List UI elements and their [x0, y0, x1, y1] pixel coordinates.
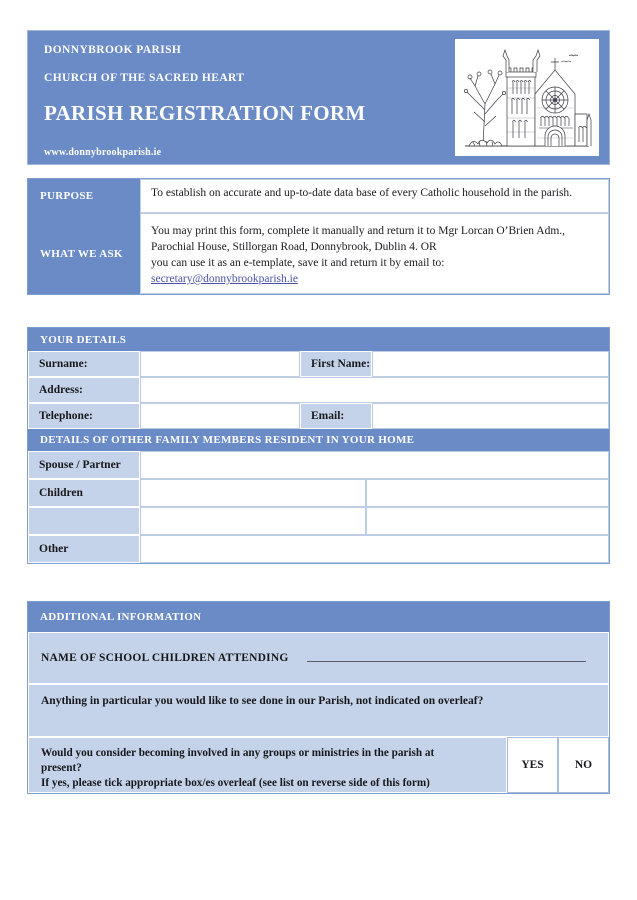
- children-row-1: [28, 479, 609, 507]
- child-input-2[interactable]: [366, 479, 609, 507]
- email-label: Email:: [300, 403, 372, 429]
- contact-row: [28, 403, 609, 429]
- address-label: Address:: [28, 377, 140, 403]
- purpose-section: [27, 178, 610, 295]
- surname-label: Surname:: [28, 351, 140, 377]
- what-we-ask-line-1: You may print this form, complete it manually and return it to Mgr Lorcan O’Brien Adm.,: [151, 225, 566, 237]
- other-label: Other: [28, 535, 140, 563]
- additional-information-heading: ADDITIONAL INFORMATION: [28, 602, 609, 632]
- form-header-banner: [27, 30, 610, 165]
- school-label: NAME OF SCHOOL CHILDREN ATTENDING: [41, 652, 289, 664]
- page-title: PARISH REGISTRATION FORM: [44, 101, 366, 125]
- family-heading-row: [28, 429, 609, 451]
- other-input[interactable]: [140, 535, 609, 563]
- purpose-label: PURPOSE: [28, 179, 140, 213]
- your-details-heading-row: [28, 328, 609, 351]
- secretary-email-link[interactable]: secretary@donnybrookparish.ie: [151, 273, 298, 285]
- address-row: [28, 377, 609, 403]
- children-label: Children: [28, 479, 140, 507]
- parish-name: DONNYBROOK PARISH: [44, 44, 182, 56]
- anything-row: [28, 684, 609, 737]
- surname-input[interactable]: [140, 351, 300, 377]
- what-we-ask-label: WHAT WE ASK: [28, 213, 140, 294]
- ministries-question-line-3: If yes, please tick appropriate box/es overleaf (see list on reverse side of this form): [41, 777, 430, 789]
- school-input[interactable]: [307, 661, 587, 662]
- church-illustration-icon: [453, 37, 601, 158]
- anything-label: Anything in particular you would like to see done in our Parish, not indicated on overleaf?: [41, 695, 484, 707]
- ministries-question-line-1: Would you consider becoming involved in any groups or ministries in the parish at: [41, 747, 435, 759]
- first-name-label: First Name:: [300, 351, 372, 377]
- yes-checkbox-cell[interactable]: YES: [507, 737, 558, 793]
- purpose-text: To establish on accurate and up-to-date data base of every Catholic household in the parish.: [140, 179, 609, 213]
- email-input[interactable]: [372, 403, 609, 429]
- child-input-3[interactable]: [140, 507, 366, 535]
- what-we-ask-row: [28, 213, 609, 294]
- purpose-row: [28, 179, 609, 213]
- your-details-heading: YOUR DETAILS: [28, 328, 609, 351]
- what-we-ask-line-3: you can use it as an e-template, save it and return it by email to:: [151, 257, 445, 269]
- school-field-group: [28, 632, 609, 684]
- children-label-continued: [28, 507, 140, 535]
- additional-information-section: [27, 601, 610, 794]
- additional-heading-row: [28, 602, 609, 632]
- what-we-ask-line-2: Parochial House, Stillorgan Road, Donnybrook, Dublin 4. OR: [151, 241, 437, 253]
- anything-field-group[interactable]: [28, 684, 609, 737]
- spouse-label: Spouse / Partner: [28, 451, 140, 479]
- name-row: [28, 351, 609, 377]
- ministries-question-row: [28, 737, 609, 793]
- ministries-question-text: [28, 737, 507, 793]
- spouse-row: [28, 451, 609, 479]
- children-row-2: [28, 507, 609, 535]
- other-row: [28, 535, 609, 563]
- family-heading: DETAILS OF OTHER FAMILY MEMBERS RESIDENT IN YOUR HOME: [28, 429, 609, 451]
- parish-website: www.donnybrookparish.ie: [44, 147, 162, 158]
- telephone-input[interactable]: [140, 403, 300, 429]
- your-details-section: [27, 327, 610, 564]
- spouse-input[interactable]: [140, 451, 609, 479]
- header-text-block: [28, 31, 453, 164]
- what-we-ask-text: [140, 213, 609, 294]
- ministries-question-line-2: present?: [41, 762, 82, 774]
- first-name-input[interactable]: [372, 351, 609, 377]
- church-name: CHURCH OF THE SACRED HEART: [44, 72, 245, 84]
- child-input-1[interactable]: [140, 479, 366, 507]
- address-input[interactable]: [140, 377, 609, 403]
- no-checkbox-cell[interactable]: NO: [558, 737, 609, 793]
- school-row: [28, 632, 609, 684]
- telephone-label: Telephone:: [28, 403, 140, 429]
- child-input-4[interactable]: [366, 507, 609, 535]
